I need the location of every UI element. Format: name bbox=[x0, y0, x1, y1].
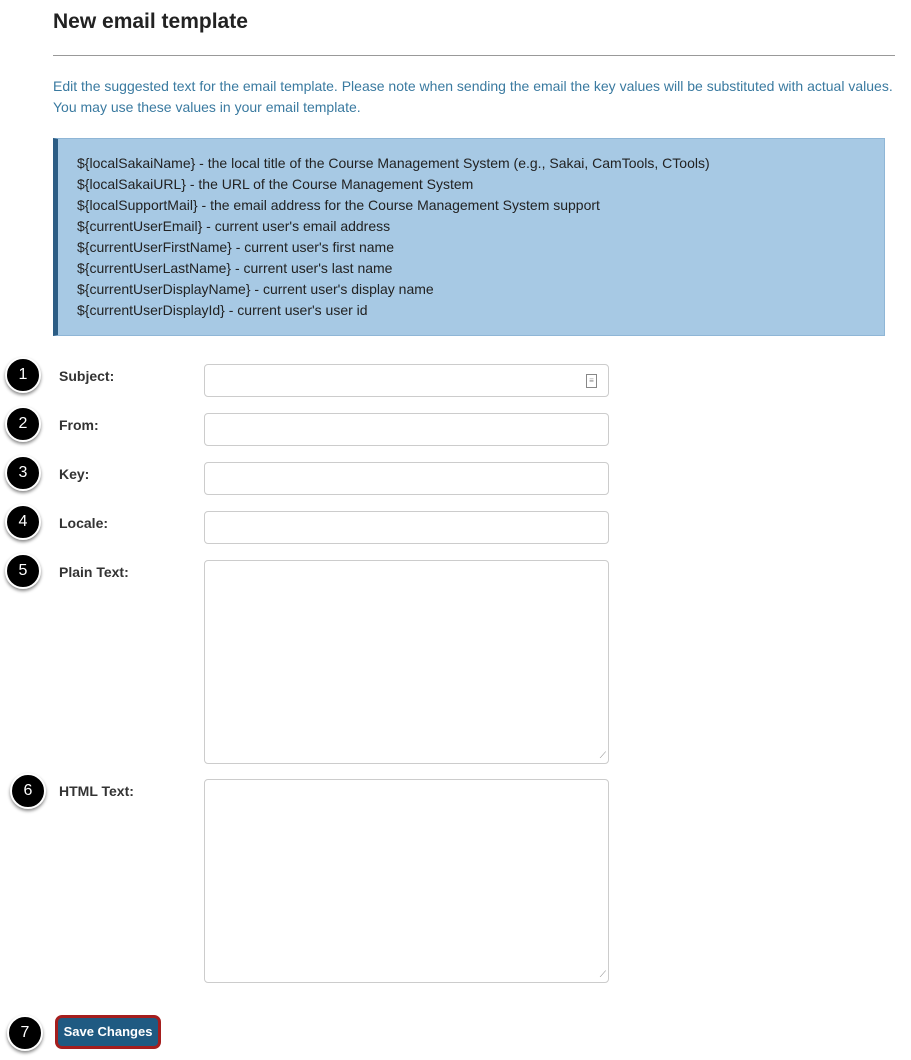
html-text-label: HTML Text: bbox=[59, 783, 134, 799]
resize-grip-icon[interactable]: ⟋ bbox=[599, 750, 606, 760]
page-title: New email template bbox=[53, 10, 248, 33]
resize-grip-icon[interactable]: ⟋ bbox=[599, 969, 606, 979]
step-badge: 6 bbox=[10, 773, 46, 809]
step-badge: 3 bbox=[5, 455, 41, 491]
from-input[interactable] bbox=[204, 413, 609, 446]
key-item: ${currentUserDisplayId} - current user's user id bbox=[77, 302, 368, 318]
step-badge: 2 bbox=[5, 406, 41, 442]
plain-text-label: Plain Text: bbox=[59, 564, 129, 580]
subject-input[interactable] bbox=[204, 364, 609, 397]
key-item: ${currentUserEmail} - current user's email address bbox=[77, 218, 391, 234]
intro-text: Edit the suggested text for the email template. Please note when sending the email the key values will be substituted with actual values. You may use these values in your email template. bbox=[53, 78, 893, 115]
key-item: ${currentUserDisplayName} - current user's display name bbox=[77, 281, 434, 297]
key-label: Key: bbox=[59, 466, 90, 482]
key-item: ${currentUserLastName} - current user's last name bbox=[77, 260, 393, 276]
key-item: ${localSupportMail} - the email address for the Course Management System support bbox=[77, 197, 600, 213]
step-badge: 4 bbox=[5, 504, 41, 540]
html-text-textarea[interactable] bbox=[204, 779, 609, 983]
step-badge: 1 bbox=[5, 357, 41, 393]
step-badge: 7 bbox=[7, 1015, 43, 1051]
step-badge: 5 bbox=[5, 553, 41, 589]
key-values-info bbox=[53, 138, 885, 336]
key-item: ${localSakaiName} - the local title of the Course Management System (e.g., Sakai, CamTools, CTools) bbox=[77, 155, 710, 171]
save-changes-button[interactable]: Save Changes bbox=[55, 1015, 161, 1049]
key-item: ${currentUserFirstName} - current user's first name bbox=[77, 239, 394, 255]
locale-input[interactable] bbox=[204, 511, 609, 544]
subject-label: Subject: bbox=[59, 368, 115, 384]
divider bbox=[53, 55, 895, 56]
key-item: ${localSakaiURL} - the URL of the Course Management System bbox=[77, 176, 474, 192]
contact-card-icon: ≡ bbox=[586, 374, 597, 388]
key-input[interactable] bbox=[204, 462, 609, 495]
from-label: From: bbox=[59, 417, 99, 433]
plain-text-textarea[interactable] bbox=[204, 560, 609, 764]
locale-label: Locale: bbox=[59, 515, 109, 531]
